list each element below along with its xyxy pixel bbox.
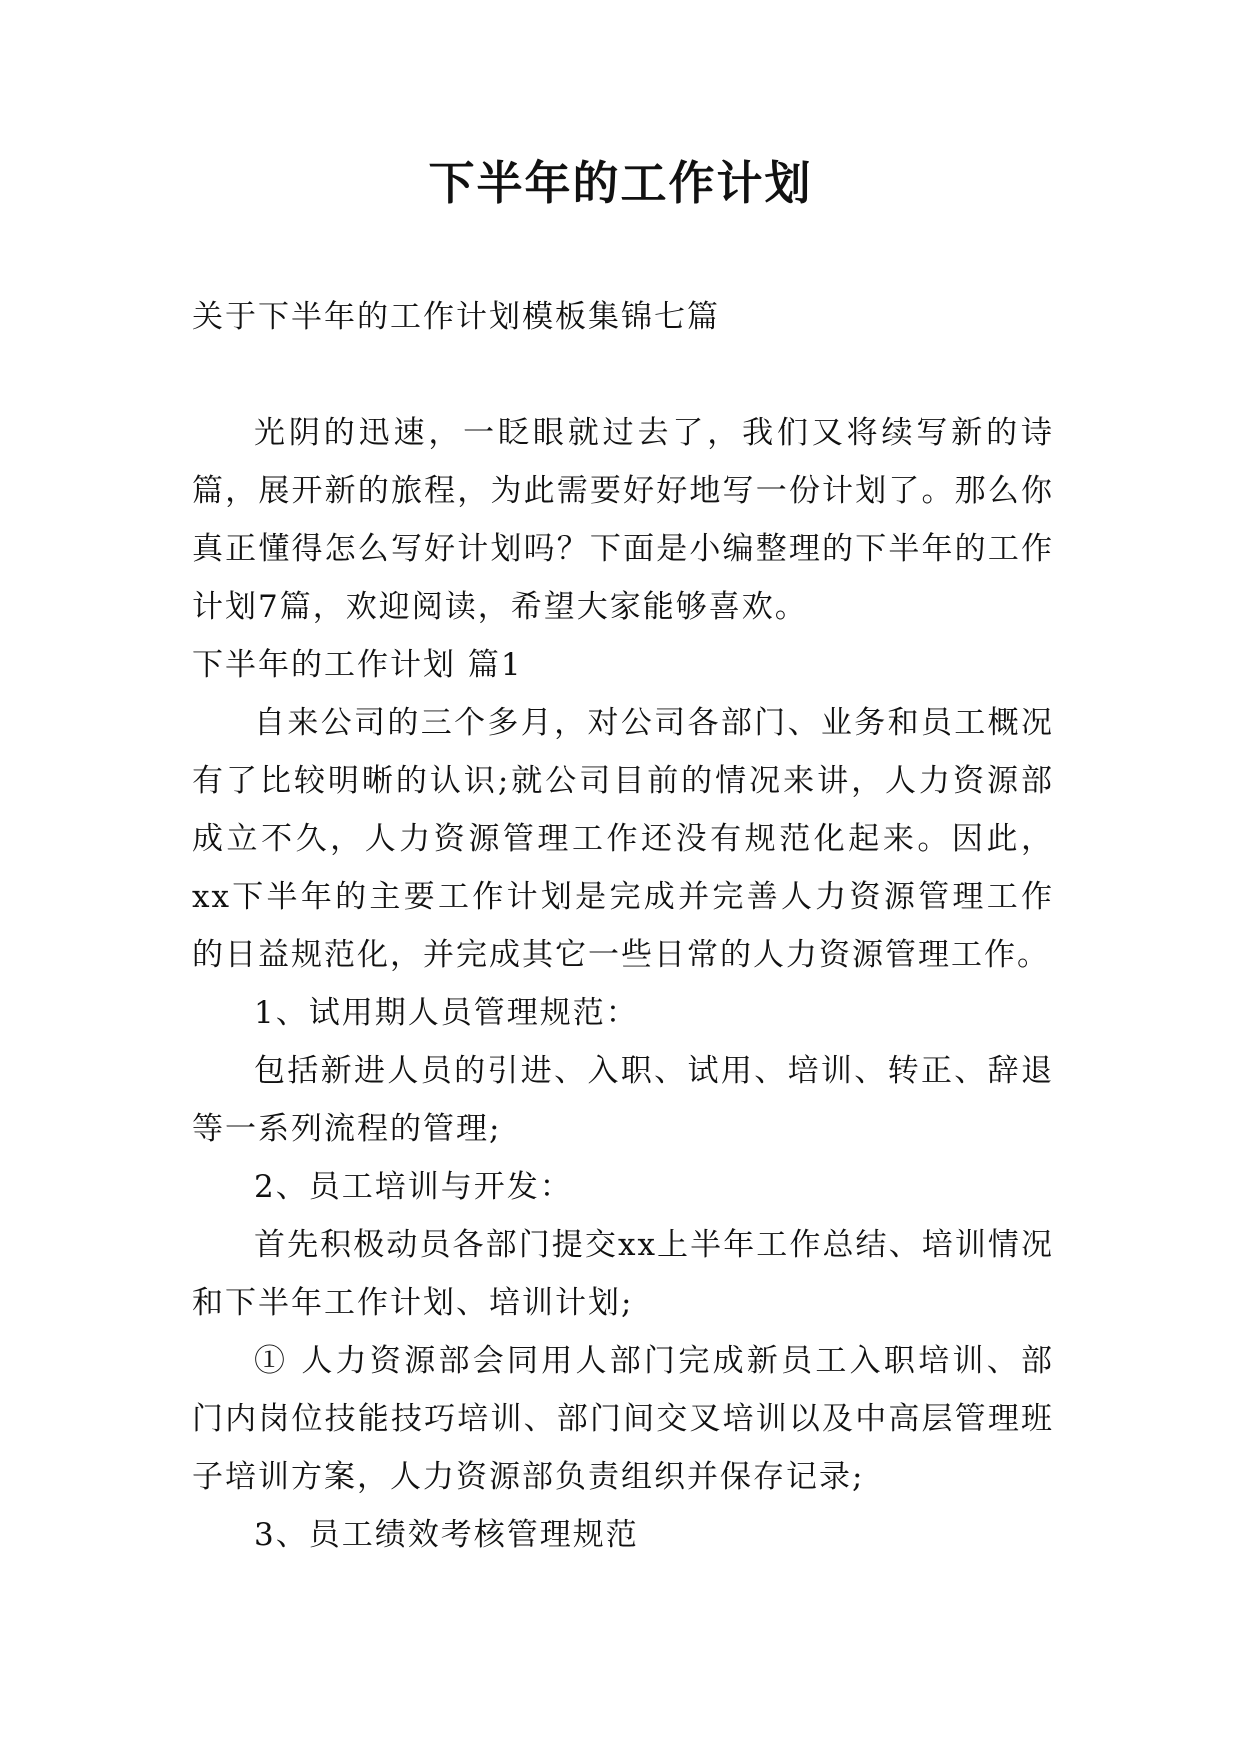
section-heading: 下半年的工作计划 篇1 — [192, 647, 523, 683]
document-body — [192, 288, 1054, 1564]
list-heading-probation: 1、试用期人员管理规范： — [254, 995, 639, 1031]
document-subtitle: 关于下半年的工作计划模板集锦七篇 — [192, 299, 720, 335]
body-paragraph: 首先积极动员各部门提交xx上半年工作总结、培训情况和下半年工作计划、培训计划; — [192, 1227, 1054, 1321]
body-paragraph: ① 人力资源部会同用人部门完成新员工入职培训、部门内岗位技能技巧培训、部门间交叉培训以及中高层管理班子培训方案，人力资源部负责组织并保存记录; — [192, 1343, 1054, 1495]
body-paragraph: 包括新进人员的引进、入职、试用、培训、转正、辞退等一系列流程的管理; — [192, 1053, 1054, 1147]
intro-paragraph: 光阴的迅速，一眨眼就过去了，我们又将续写新的诗篇，展开新的旅程，为此需要好好地写一份计划了。那么你真正懂得怎么写好计划吗？下面是小编整理的下半年的工作计划7篇，欢迎阅读，希望大家能够喜欢。 — [192, 415, 1054, 625]
list-heading-performance: 3、员工绩效考核管理规范 — [254, 1517, 639, 1553]
document-title: 下半年的工作计划 — [428, 156, 813, 210]
body-paragraph: 自来公司的三个多月，对公司各部门、业务和员工概况有了比较明晰的认识;就公司目前的情况来讲，人力资源部成立不久，人力资源管理工作还没有规范化起来。因此，xx下半年的主要工作计划是完成并完善人力资源管理工作的日益规范化，并完成其它一些日常的人力资源管理工作。 — [192, 705, 1054, 973]
list-heading-training: 2、员工培训与开发： — [254, 1169, 573, 1205]
